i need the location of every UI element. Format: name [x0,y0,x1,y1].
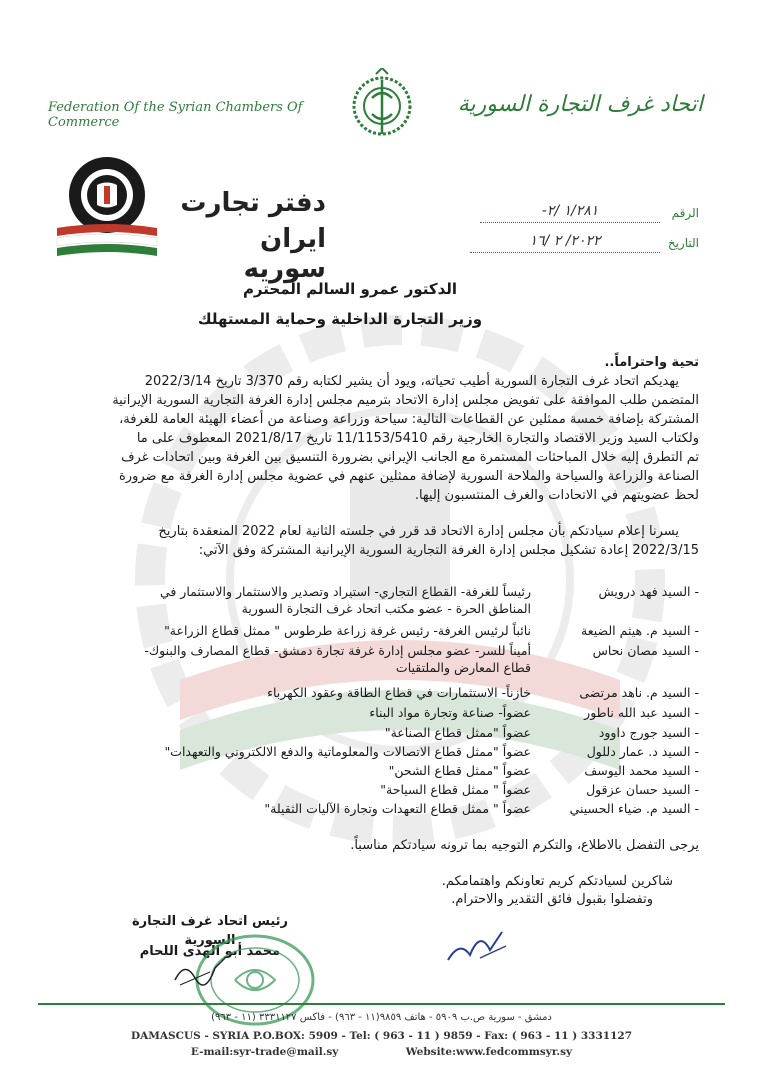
paragraph-1 [62,372,699,505]
paragraph-1-line: ولكتاب السيد وزير الاقتصاد والتجارة الخارجية رقم 11/1153/5410 تاريخ 2021/8/17 المعطوف على ما [136,431,699,446]
paragraph-2-line: يسرنا إعلام سيادتكم بأن مجلس إدارة الاتحاد قد قرر في جلسته الثانية لعام 2022 المنعقدة بتاريخ [158,524,679,539]
signatory-title: رئيس اتحاد غرف التجارة السورية [131,914,288,948]
closing-request: يرجى التفضل بالاطلاع، والتكرم التوجيه بما ترونه سيادتكم مناسباً. [350,838,699,853]
federation-arabic-name: اتحاد غرف التجارة السورية [457,92,703,117]
member-role: عضواً- صناعة وتجارة مواد البناء [369,705,531,720]
reference-date-value: ٢٠٢٢/ ٢ /١٦ [529,233,601,249]
member-name: - السيد عبد الله ناطور [584,705,699,720]
footer-arabic-address: دمشق - سورية ص.ب ٥٩٠٩ - هاتف ٩٨٥٩(١١ - ٩٦٣) - فاكس ٣٣٣١١٢٧ (١١ - ٩٦٣) [211,1012,552,1023]
reference-date-line [470,252,660,253]
paragraph-1-line: الصناعة والزراعة والسياحة والملاحة السورية لإضافة ممثلين عنهم في عضوية مجلس إدارة الغرفة مع ضرورة [119,469,699,484]
recipient-title: وزير التجارة الداخلية وحماية المستهلك [197,310,483,328]
reference-date-label: التاريخ [667,236,699,250]
member-name: - السيد م. ضياء الحسيني [569,801,699,816]
overlay-title-line2: ایران سوریه [243,224,326,284]
member-name: - السيد م. هيثم الضيعة [581,623,699,638]
member-name: - السيد م. ناهد مرتضى [579,685,699,700]
member-name: - السيد محمد اليوسف [584,763,699,778]
member-role-continued: المناطق الحرة - عضو مكتب اتحاد غرف التجارة السورية [241,601,531,616]
federation-emblem-icon [350,68,414,144]
member-role: عضواً " ممثل قطاع السياحة" [380,782,531,797]
member-name: - السيد حسان عزقول [586,782,699,797]
member-role: عضواً "ممثل قطاع الشحن" [388,763,531,778]
iran-syria-business-office-logo [52,150,162,260]
member-role: خازناً- الاستثمارات في قطاع الطاقة وعقود الكهرباء [267,685,531,700]
member-role: عضواً "ممثل قطاع الاتصالات والمعلوماتية والدفع الالكتروني والتعهدات" [164,744,531,759]
footer-contact [60,1046,703,1058]
paragraph-1-line: تم التطرق إليه خلال المباحثات المستمرة مع الجانب الإيراني بضرورة التنسيق بين الغرفة وبين اتحادات غرف [121,450,699,465]
paragraph-1-line: المتضمن طلب الموافقة على تفويض مجلس إدارة الاتحاد بترميم مجلس إدارة الغرفة التجارية السورية الإيرانية [112,393,699,408]
footer-website: Website:www.fedcommsyr.sy [405,1046,573,1058]
member-name: - السيد فهد درويش [598,584,699,599]
member-name: - السيد د. عمار دللول [586,744,699,759]
footer-email: E-mail:syr-trade@mail.sy [190,1046,339,1058]
reference-number-value: ١/٢٨١ /٢- [541,203,599,219]
member-role: رئيساً للغرفة- القطاع التجاري- استيراد وتصدير والاستثمار والاستثمار في [159,584,531,599]
member-name: - السيد جورج داوود [598,725,699,740]
footer-divider [38,1003,725,1005]
closing-thanks: شاكرين لسيادتكم كريم تعاونكم واهتمامكم. [441,874,673,889]
salutation: تحية واحتراماً.. [604,355,699,370]
footer-address: DAMASCUS - SYRIA P.O.BOX: 5909 - Tel: ( 963 - 11 ) 9859 - Fax: ( 963 - 11 ) 3331127 [130,1030,632,1042]
paragraph-2-line: 2022/3/15 إعادة تشكيل مجلس إدارة الغرفة التجارية السورية الإيرانية المشتركة وفق الآتي: [198,543,699,558]
paragraph-1-line: يهديكم اتحاد غرف التجارة السورية أطيب تحياته، ويود أن يشير لكتابه رقم 3/370 تاريخ 2022/3/14 [144,374,679,389]
recipient-name: الدكتور عمرو السالم المحترم [242,280,458,298]
member-role: نائباً لرئيس الغرفة- رئيس غرفة زراعة طرطوس " ممثل قطاع الزراعة" [164,623,531,638]
handwritten-signature [170,950,230,990]
initial-signature [440,920,510,970]
member-role: أميناً للسر- عضو مجلس إدارة غرفة تجارة دمشق- قطاع المصارف والبنوك- [144,643,531,658]
paragraph-1-line: لحظ عضويتهم في الاتحادات والغرف المنتسبون إليها. [414,488,699,503]
paragraph-1-line: المشتركة بإضافة خمسة ممثلين عن القطاعات التالية: سياحة وزراعة وصناعة من أعضاء الهيئة العامة للغرفة، [119,412,699,427]
member-name: - السيد مصان نحاس [592,643,699,658]
closing-regards: وتفضلوا بقبول فائق التقدير والاحترام. [451,892,653,907]
overlay-title-line1: دفتر تجارت [180,188,326,218]
federation-english-name: Federation Of the Syrian Chambers Of Commerce [48,100,303,130]
member-role-continued: قطاع المعارض والملتقيات [395,660,531,675]
member-role: عضواً " ممثل قطاع التعهدات وتجارة الآليات الثقيلة" [264,801,531,816]
signatory-name: محمد أبو الهدى اللحام [139,944,281,959]
paragraph-2 [62,522,699,560]
reference-number-label: الرقم [671,206,699,220]
member-role: عضواً "ممثل قطاع الصناعة" [384,725,531,740]
reference-number-line [480,222,660,223]
